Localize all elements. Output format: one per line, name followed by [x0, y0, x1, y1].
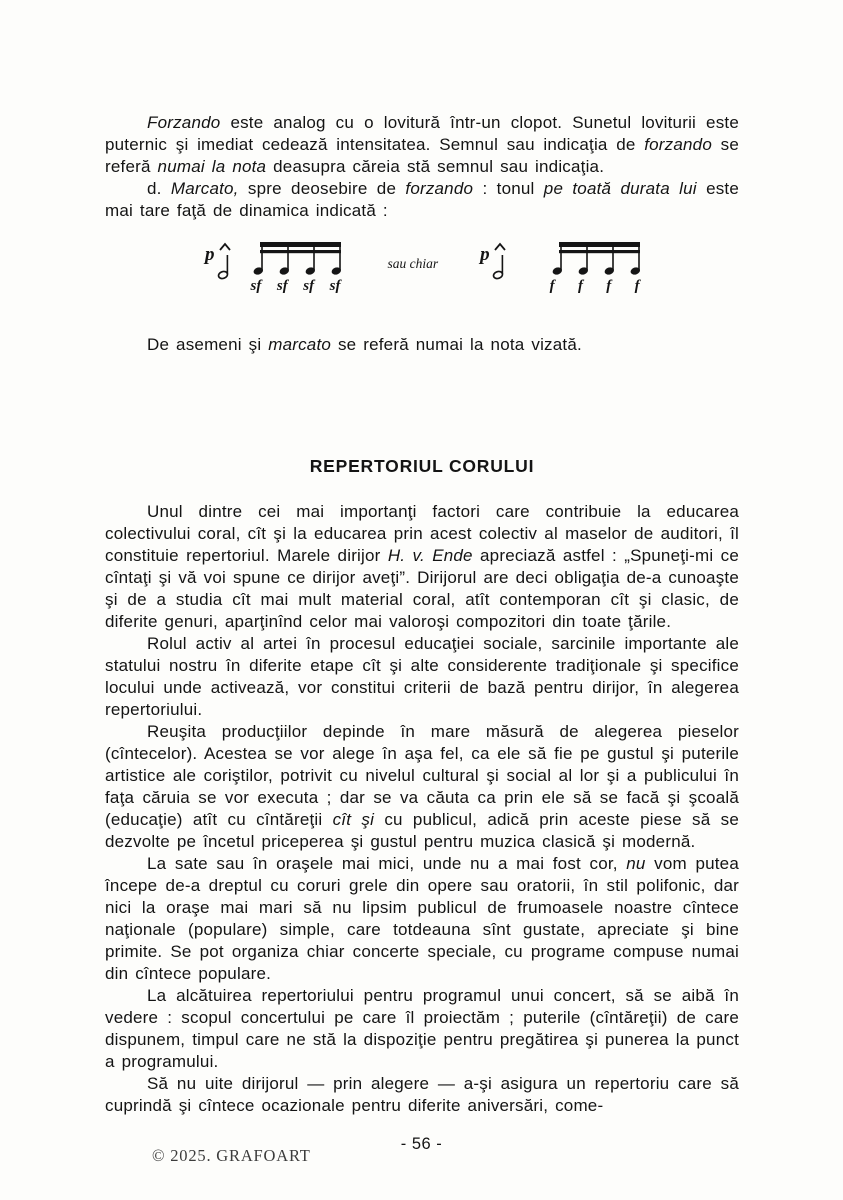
beamed-notes-icon [549, 240, 645, 278]
copyright-notice: © 2025. GRAFOART [152, 1146, 311, 1165]
music-example-figure [205, 240, 739, 314]
fermata-note-icon [491, 242, 509, 284]
fermata-note-icon [216, 242, 234, 284]
intro-paragraph-marcato: d. Marcato, spre deosebire de forzando : tonul pe toată durata lui este mai tare faţă de dinamica indicată : [105, 179, 739, 220]
dynamic-mark: f [577, 278, 583, 294]
repertoire-paragraph-5: La alcătuirea repertoriului pentru programul unui concert, să se aibă în vedere : scopul concertului pe care îl proiectăm ; puterile (cîntăreţii) de care dispunem, timpul care ne stă la dispoziţie pentru pregătirea şi punerea la punct a programului. [105, 986, 739, 1071]
repertoire-paragraph-2: Rolul activ al artei în procesul educaţiei sociale, sarcinile importante ale statului nostru în diferite etape cît şi alte considerente tradiţionale şi specifice locului unde activează, vor constitui criterii de bază pentru dirijor, în alegerea repertoriului. [105, 634, 739, 719]
dynamic-mark: f [606, 278, 612, 294]
dynamic-mark: sf [276, 278, 288, 294]
sau-chiar-label: sau chiar [387, 256, 439, 271]
repertoire-paragraph-6: Să nu uite dirijorul — prin alegere — a-şi asigura un repertoriu care să cuprindă şi cîntece ocazionale pentru diferite aniversări, come- [105, 1074, 739, 1115]
repertoire-paragraph-4: La sate sau în oraşele mai mici, unde nu a mai fost cor, nu vom putea începe de-a dreptul cu coruri grele din opere sau oratorii, în stil polifonic, dar nici la oraşe mai mari să nu lipsim publicul de frumoasele noastre cîntece naţionale (populare) simple, care totdeauna sînt gustate, apreciate şi bine primite. Se pot organiza chiar concerte speciale, cu programe compuse numai din cîntece populare. [105, 854, 739, 983]
intro-paragraph-deasemeni: De asemeni şi marcato se referă numai la nota vizată. [147, 335, 582, 354]
dynamic-mark: sf [329, 278, 341, 294]
right-fermata-note [480, 242, 509, 284]
repertoire-paragraph-1: Unul dintre cei mai importanţi factori care contribuie la educarea colectivului coral, cît şi la educarea prin acest colectiv al maselor de auditori, îl constituie repertoriul. Marele dirijor H. v. Ende apreciază astfel : „Spuneţi-mi ce cîntaţi şi vă voi spune ce dirijor aveţi”. Dirijorul are deci obligaţia de-a cunoaşte şi de a studia cît mai mult material coral, atît contemporan cît şi clasic, de diferite genuri, aparţinînd celor mai valoroşi compozitori din toate ţările. [105, 502, 739, 631]
dynamic-mark: sf [250, 278, 262, 294]
right-note-group [549, 240, 645, 294]
left-note-group [250, 240, 346, 294]
page-number: - 56 - [400, 1135, 443, 1153]
dynamic-p-label: p [480, 244, 490, 265]
dynamic-marks-right [549, 279, 641, 294]
repertoire-paragraph-3: Reuşita producţiilor depinde în mare măsură de alegerea pieselor (cîntecelor). Acestea se vor alege în aşa fel, ca ele să fie pe gustul şi puterile artistice ale coriştilor, potrivit cu nivelul cultural şi social al lor şi a publicului în faţa căruia se vor executa ; dar se va căuta ca prin ele să se facă şi şcoală (educaţie) atît cu cîntăreţii cît şi cu publicul, adică prin aceste piese să se dezvolte pe încetul priceperea şi gustul pentru muzica clasică şi modernă. [105, 722, 739, 851]
intro-paragraph-forzando: Forzando este analog cu o lovitură într-un clopot. Sunetul loviturii este puternic şi imediat cedează intensitatea. Semnul sau indicaţia de forzando se referă numai la nota deasupra căreia stă semnul sau indicaţia. [105, 113, 740, 176]
dynamic-marks-left [250, 279, 342, 294]
left-fermata-note [205, 242, 234, 284]
dynamic-mark: f [549, 278, 555, 294]
section-heading: REPERTORIUL CORULUI [309, 456, 535, 476]
beamed-notes-icon [250, 240, 346, 278]
dynamic-mark: f [634, 278, 640, 294]
text-block [105, 112, 739, 1117]
dynamic-mark: sf [303, 278, 315, 294]
dynamic-p-label: p [205, 244, 215, 265]
